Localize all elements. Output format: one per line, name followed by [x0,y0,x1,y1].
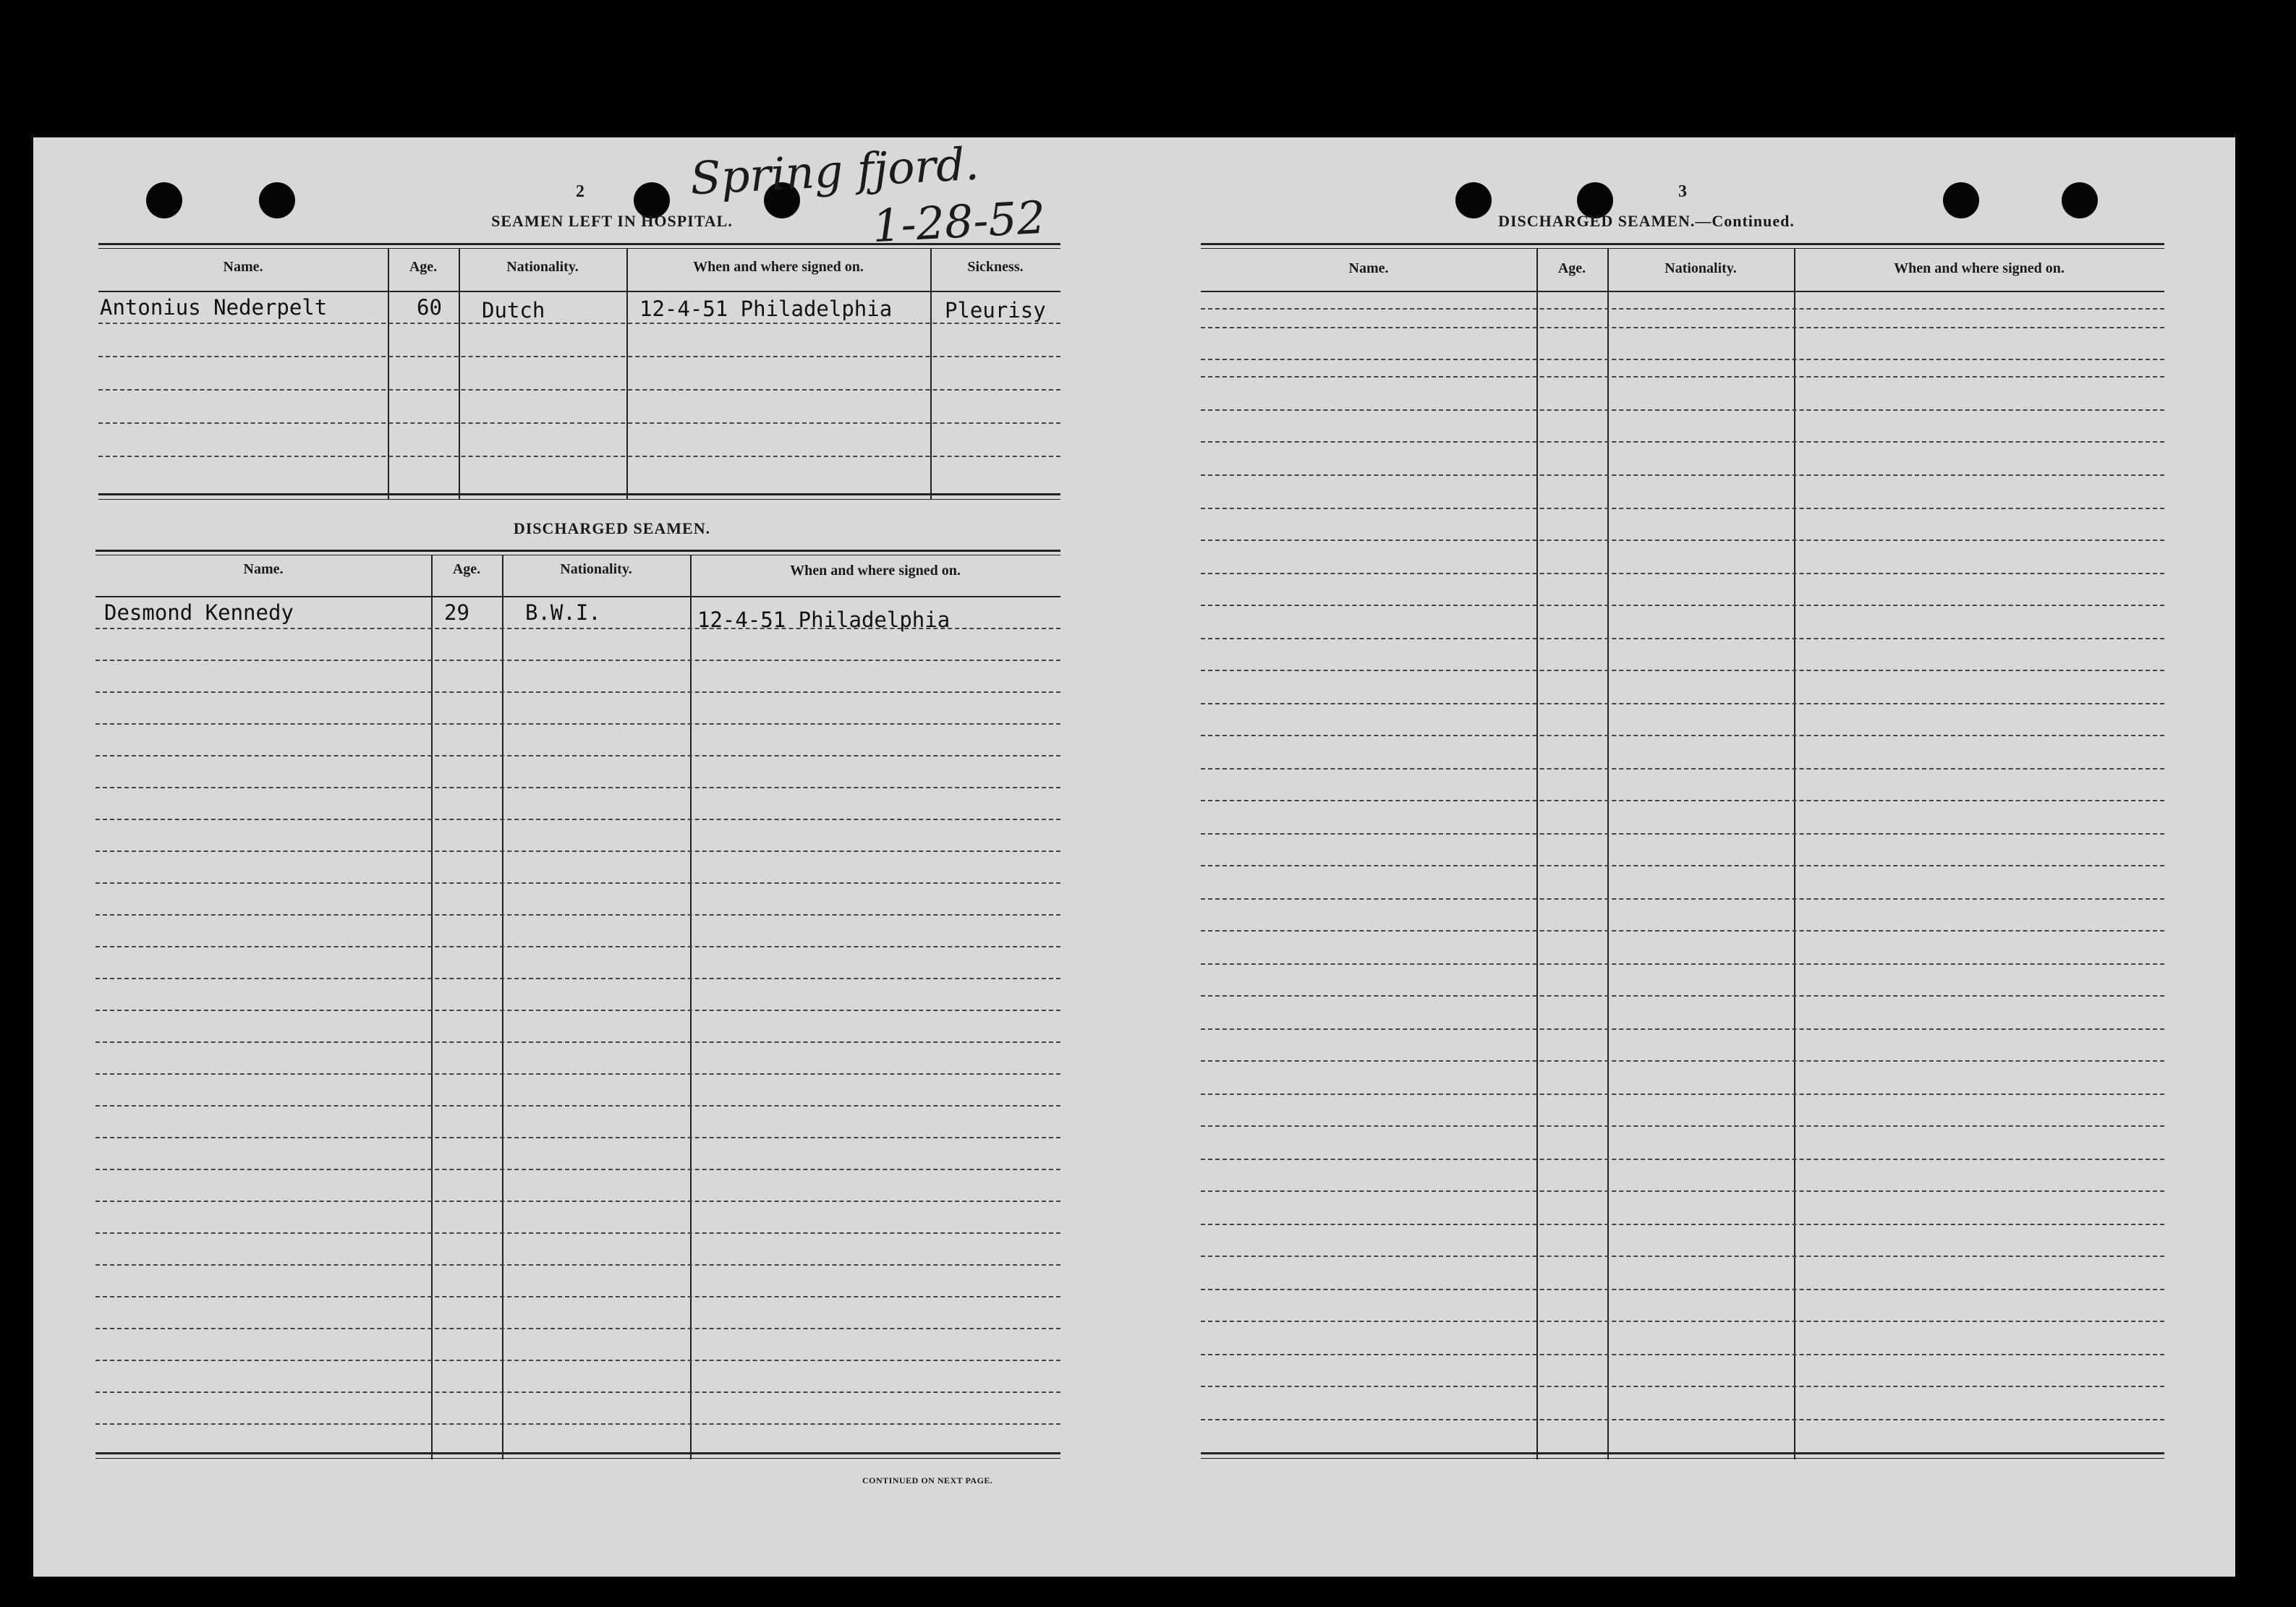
discharged-row-name: Desmond Kennedy [104,600,294,625]
discharged-col-signed-on: When and where signed on. [790,563,961,579]
continued-note: CONTINUED ON NEXT PAGE. [862,1475,993,1485]
hospital-row-name: Antonius Nederpelt [100,295,328,320]
hospital-col-nationality: Nationality. [506,259,579,275]
hospital-heading: SEAMEN LEFT IN HOSPITAL. [491,212,733,230]
discharged-col-nationality: Nationality. [560,561,632,577]
continued-col-signed-on: When and where signed on. [1894,260,2065,276]
hospital-table [98,243,1060,511]
hospital-row-nationality: Dutch [482,298,545,323]
discharged-continued-heading: DISCHARGED SEAMEN.—Continued. [1498,212,1795,230]
discharged-heading: DISCHARGED SEAMEN. [513,519,711,537]
document-sheet [33,137,2235,1577]
hospital-row-age: 60 [417,295,442,320]
hospital-col-name: Name. [223,259,263,275]
hospital-row-signed-on: 12-4-51 Philadelphia [639,297,893,321]
hospital-col-sickness: Sickness. [967,259,1024,275]
discharged-table [95,550,1060,1606]
handwritten-vessel-name: Spring fjord. [689,137,981,205]
discharged-col-age: Age. [452,561,481,577]
punch-hole-2 [259,182,295,218]
page-number-left: 2 [576,182,584,201]
discharged-row-nationality: B.W.I. [525,600,601,625]
discharged-row-age: 29 [444,600,469,625]
page-number-right: 3 [1678,182,1687,201]
punch-hole-8 [2062,182,2098,218]
hospital-col-signed-on: When and where signed on. [693,259,864,275]
punch-hole-1 [146,182,182,218]
discharged-row-signed-on: 12-4-51 Philadelphia [697,608,951,632]
discharged-continued-table [1201,243,2164,1472]
hospital-row-sickness: Pleurisy [945,298,1046,323]
continued-col-nationality: Nationality. [1664,260,1737,276]
continued-col-age: Age. [1557,260,1586,276]
hospital-col-age: Age. [409,259,438,275]
handwritten-date: 1-28-52 [871,190,1047,253]
discharged-col-name: Name. [243,561,284,577]
continued-col-name: Name. [1348,260,1389,276]
punch-hole-7 [1943,182,1979,218]
